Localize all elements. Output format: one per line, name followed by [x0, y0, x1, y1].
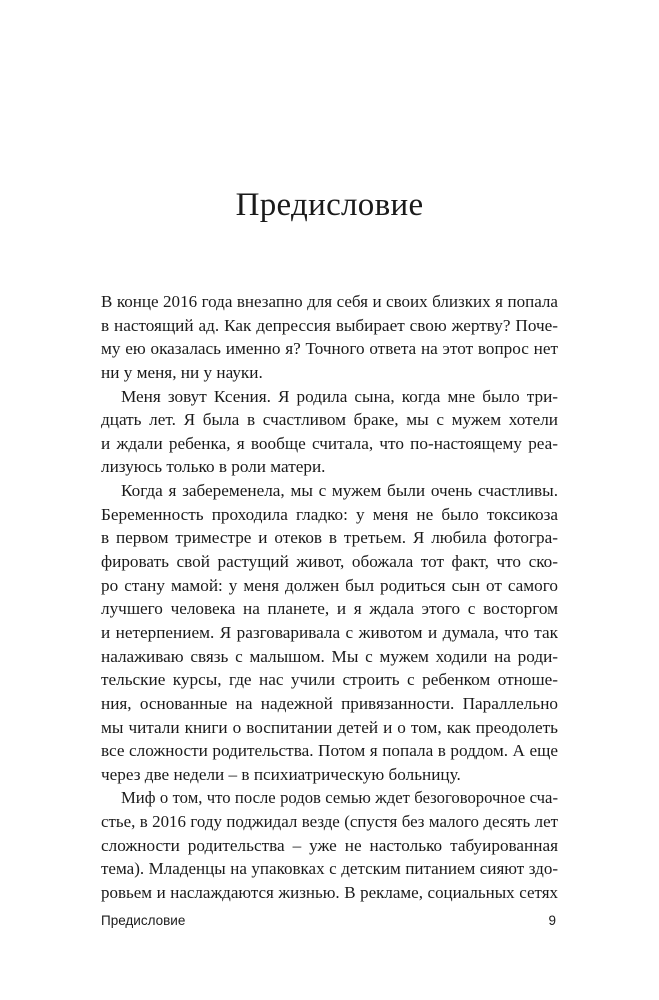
text-line: дцать лет. Я была в счастливом браке, мы с мужем хотели [101, 410, 558, 430]
running-title: Предисловие [101, 913, 186, 928]
text-line: мы читали книги о воспитании детей и о том, как преодолеть [101, 717, 558, 737]
text-line: стье, в 2016 году поджидал везде (спустя без малого десять лет [101, 812, 558, 832]
text-line: и нетерпением. Я разговаривала с животом и думала, что так [101, 622, 558, 642]
page-title: Предисловие [235, 187, 424, 224]
text-line: в первом триместре и отеков в третьем. Я любила фотогра- [101, 528, 558, 548]
text-line: Когда я забеременела, мы с мужем были очень счастливы. [121, 481, 558, 501]
text-line: в настоящий ад. Как депрессия выбирает свою жертву? Поче- [101, 315, 558, 335]
text-line: Миф о том, что после родов семью ждет безоговорочное сча- [121, 788, 558, 808]
text-line: сложности родительства – уже не настолько табуированная [101, 835, 558, 855]
text-line: тельские курсы, где нас учили строить с ребенком отноше- [101, 670, 558, 690]
text-line: ро стану мамой: у меня должен был родиться сын от самого [101, 575, 558, 595]
page-footer [101, 913, 558, 933]
text-line: Меня зовут Ксения. Я родила сына, когда мне было три- [121, 386, 558, 406]
text-line: фировать свой растущий живот, обожала тот факт, что ско- [101, 552, 558, 572]
page-number: 9 [548, 913, 556, 928]
text-line: В конце 2016 года внезапно для себя и своих близких я попала [101, 292, 558, 311]
text-line: налаживаю связь с малышом. Мы с мужем ходили на роди- [101, 646, 558, 666]
text-line: ровьем и наслаждаются жизнью. В рекламе, социальных сетях [101, 883, 558, 903]
text-line: все сложности родительства. Потом я попала в роддом. А еще [101, 741, 558, 761]
text-line: лучшего человека на планете, и я ждала этого с восторгом [101, 599, 558, 619]
text-line: му ею оказалась именно я? Точного ответа на этот вопрос нет [101, 339, 558, 359]
text-line: и ждали ребенка, я вообще считала, что по-настоящему реа- [101, 433, 558, 453]
text-line: лизуюсь только в роли матери. [101, 457, 326, 477]
text-line: ния, основанные на надежной привязанности. Параллельно [101, 693, 558, 713]
body-text [101, 290, 558, 905]
text-line: Беременность проходила гладко: у меня не было токсикоза [101, 504, 558, 524]
text-line: через две недели – в психиатрическую больницу. [101, 764, 461, 784]
text-line: ни у меня, ни у науки. [101, 362, 263, 382]
text-line: тема). Младенцы на упаковках с детским питанием сияют здо- [101, 859, 558, 879]
